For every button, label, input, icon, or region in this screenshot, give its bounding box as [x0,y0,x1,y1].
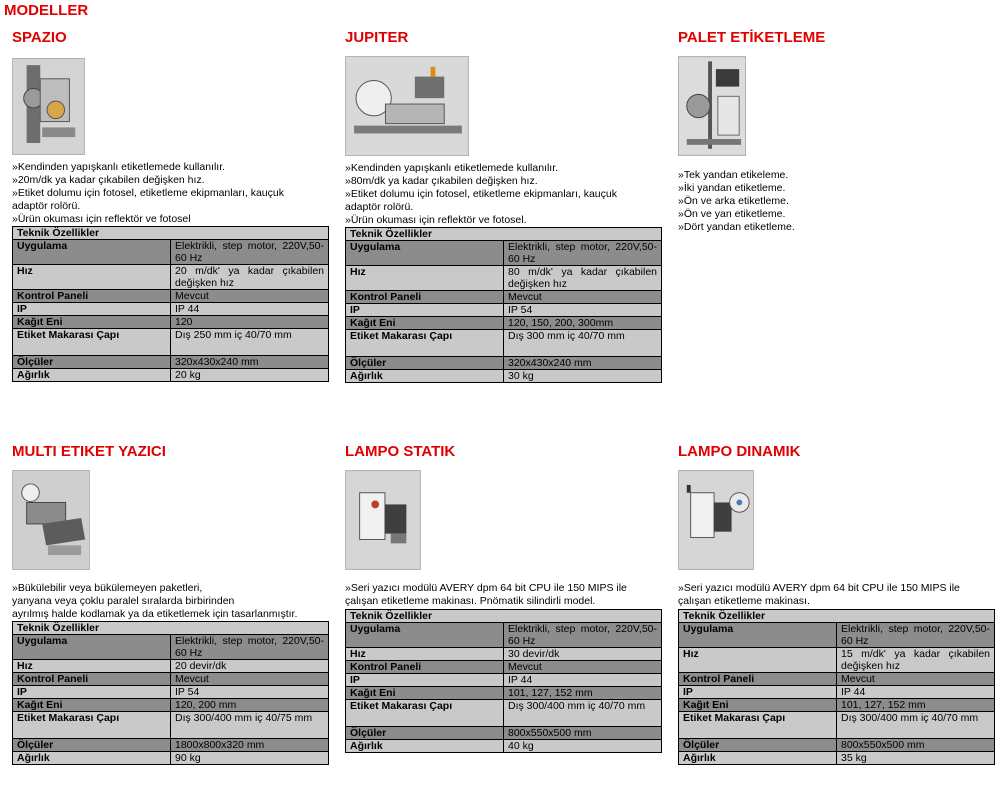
palet-machine-image [678,56,746,156]
multi-machine-image [12,470,90,570]
spec-value: 80 m/dk' ya kadar çıkabilen değişken hız [504,266,662,291]
model-lampo-dinamik [678,442,998,765]
spec-label: Uygulama [13,635,171,660]
spec-label: Uygulama [346,241,504,266]
spec-value: 90 kg [171,752,329,765]
bullet: »80m/dk ya kadar çıkabilen değişken hız. [345,175,538,187]
spec-label: Ağırlık [13,752,171,765]
bullet: »Tek yandan etikeleme. [678,169,789,181]
bullet: adaptör rolörü. [345,201,414,213]
spec-value: 320x430x240 mm [171,356,329,369]
spec-label: Etiket Makarası Çapı [679,712,837,739]
spec-label: Kağıt Eni [13,699,171,712]
spec-label: Etiket Makarası Çapı [13,329,171,356]
bullet: çalışan etiketleme makinası. [678,595,810,607]
model-title: LAMPO DINAMIK [678,443,801,460]
spec-label: Hız [346,266,504,291]
spec-value: 120, 150, 200, 300mm [504,317,662,330]
spec-value: 101, 127, 152 mm [837,699,995,712]
spec-value: 800x550x500 mm [504,727,662,740]
model-title: MULTI ETIKET YAZICI [12,443,166,460]
bullet: »Bükülebilir veya bükülemeyen paketleri, [12,582,203,594]
spec-value: Elektrikli, step motor, 220V,50-60 Hz [171,240,329,265]
spec-value: Mevcut [171,290,329,303]
bullet: »Seri yazıcı modülü AVERY dpm 64 bit CPU ile 150 MIPS ile [345,582,627,594]
spec-label: Hız [13,265,171,290]
bullet: »Ürün okuması için reflektör ve fotosel. [345,214,527,226]
spec-label: IP [679,686,837,699]
spec-value: Mevcut [171,673,329,686]
spec-header: Teknik Özellikler [679,610,995,623]
spec-label: Hız [679,648,837,673]
spec-value: Mevcut [837,673,995,686]
spec-label: Ölçüler [346,727,504,740]
spec-label: IP [346,304,504,317]
spec-value: 101, 127, 152 mm [504,687,662,700]
spec-label: Ölçüler [13,356,171,369]
spec-header: Teknik Özellikler [13,622,329,635]
spec-header: Teknik Özellikler [346,610,662,623]
spec-label: Hız [13,660,171,673]
bullet: »Etiket dolumu için fotosel, etiketleme ekipmanları, kauçuk [12,187,284,199]
bullet: »Kendinden yapışkanlı etiketlemede kullanılır. [12,161,226,173]
spec-value: IP 54 [504,304,662,317]
spec-value: 120 [171,316,329,329]
bullet: adaptör rolörü. [12,200,81,212]
model-lampo-statik [345,442,665,753]
bullet: yanyana veya çoklu paralel sıralarda birbirinden [12,595,235,607]
spec-label: Ağırlık [346,370,504,383]
spec-label: Ağırlık [679,752,837,765]
spec-header: Teknik Özellikler [346,228,662,241]
bullet: »Ön ve arka etiketleme. [678,195,789,207]
spec-value: Dış 250 mm iç 40/70 mm [171,329,329,356]
spec-label: Uygulama [346,623,504,648]
spec-value: 30 kg [504,370,662,383]
spazio-machine-image [12,58,85,155]
bullet: »Etiket dolumu için fotosel, etiketleme ekipmanları, kauçuk [345,188,617,200]
spec-value: IP 44 [171,303,329,316]
spec-label: Uygulama [13,240,171,265]
model-palet-etiketleme [678,28,998,234]
bullet: »Seri yazıcı modülü AVERY dpm 64 bit CPU ile 150 MIPS ile [678,582,960,594]
bullet: »İki yandan etiketleme. [678,182,786,194]
spec-table [12,226,329,382]
spec-table [12,621,329,765]
spec-label: Kağıt Eni [679,699,837,712]
spec-value: 1800x800x320 mm [171,739,329,752]
spec-value: IP 44 [837,686,995,699]
model-jupiter [345,28,665,383]
spec-label: Kontrol Paneli [13,290,171,303]
spec-value: 20 kg [171,369,329,382]
spec-value: Elektrikli, step motor, 220V,50-60 Hz [504,241,662,266]
model-multi-etiket-yazici [12,442,332,765]
spec-value: Elektrikli, step motor, 220V,50-60 Hz [837,623,995,648]
bullet: çalışan etiketleme makinası. Pnömatik silindirli model. [345,595,596,607]
bullet: »20m/dk ya kadar çıkabilen değişken hız. [12,174,205,186]
spec-label: Kontrol Paneli [346,291,504,304]
spec-value: 35 kg [837,752,995,765]
spec-value: 320x430x240 mm [504,357,662,370]
spec-label: Kontrol Paneli [13,673,171,686]
spec-value: 15 m/dk' ya kadar çıkabilen değişken hız [837,648,995,673]
page-title: MODELLER [4,2,89,19]
spec-label: Ölçüler [346,357,504,370]
bullet: »Dört yandan etiketleme. [678,221,795,233]
spec-label: Kontrol Paneli [679,673,837,686]
spec-value: Elektrikli, step motor, 220V,50-60 Hz [504,623,662,648]
spec-value: IP 54 [171,686,329,699]
bullet: »Kendinden yapışkanlı etiketlemede kullanılır. [345,162,559,174]
spec-table [345,609,662,753]
spec-value: 30 devir/dk [504,648,662,661]
spec-label: IP [346,674,504,687]
spec-value: Mevcut [504,291,662,304]
spec-value: Mevcut [504,661,662,674]
model-title: LAMPO STATIK [345,443,456,460]
model-spazio [12,28,332,382]
spec-label: Etiket Makarası Çapı [346,700,504,727]
spec-label: Ağırlık [13,369,171,382]
spec-value: Dış 300 mm iç 40/70 mm [504,330,662,357]
spec-value: 800x550x500 mm [837,739,995,752]
spec-value: 120, 200 mm [171,699,329,712]
lampo-dinamik-machine-image [678,470,754,570]
spec-value: Dış 300/400 mm iç 40/70 mm [504,700,662,727]
spec-table [678,609,995,765]
spec-label: Etiket Makarası Çapı [346,330,504,357]
spec-value: Elektrikli, step motor, 220V,50-60 Hz [171,635,329,660]
spec-header: Teknik Özellikler [13,227,329,240]
spec-label: Ölçüler [13,739,171,752]
spec-label: Kağıt Eni [13,316,171,329]
jupiter-machine-image [345,56,469,156]
spec-table [345,227,662,383]
spec-label: Kağıt Eni [346,687,504,700]
spec-value: 40 kg [504,740,662,753]
spec-label: IP [13,303,171,316]
spec-label: Etiket Makarası Çapı [13,712,171,739]
spec-label: Uygulama [679,623,837,648]
spec-label: IP [13,686,171,699]
spec-label: Ölçüler [679,739,837,752]
model-title: PALET ETİKETLEME [678,29,826,46]
bullet: »Ürün okuması için reflektör ve fotosel [12,213,191,225]
spec-value: Dış 300/400 mm iç 40/70 mm [837,712,995,739]
bullet: »Ön ve yan etiketleme. [678,208,786,220]
spec-value: IP 44 [504,674,662,687]
model-title: SPAZIO [12,29,67,46]
spec-label: Kontrol Paneli [346,661,504,674]
spec-label: Ağırlık [346,740,504,753]
spec-value: 20 devir/dk [171,660,329,673]
spec-value: 20 m/dk' ya kadar çıkabilen değişken hız [171,265,329,290]
lampo-statik-machine-image [345,470,421,570]
bullet: ayrılmış halde kodlamak ya da etiketlemek için tasarlanmıştır. [12,608,298,620]
spec-value: Dış 300/400 mm iç 40/75 mm [171,712,329,739]
model-title: JUPITER [345,29,409,46]
spec-label: Hız [346,648,504,661]
spec-label: Kağıt Eni [346,317,504,330]
